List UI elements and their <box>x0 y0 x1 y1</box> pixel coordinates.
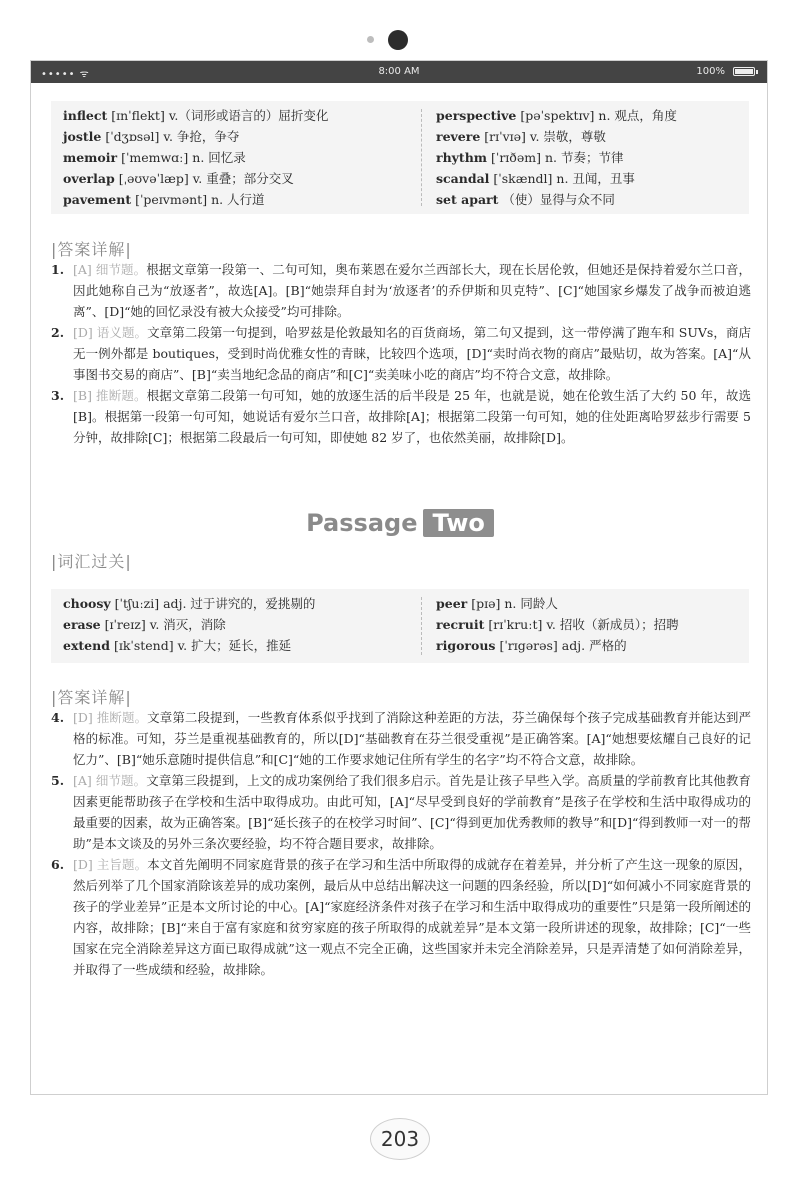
vocab-entry <box>436 593 679 614</box>
answer-text: 本文首先阐明不同家庭背景的孩子在学习和生活中所取得的成就存在着差异，并分析了产生这一现象的原因，然后列举了几个国家消除该差异的成功案例，最后从中总结出解决这一问题的四条经验，所以[D]“如何减小不同家庭背景的孩子的学业差异”正是本文所讨论的中心。[A]“家庭经济条件对孩子在学习和生活中取得成功的重要性”只是第一段所阐述的内容，故排除；[B]“来自于富有家庭和贫穷家庭的孩子所取得的成就差异”是本文第一段所讲述的现象，故排除；[C]“一些国家在完全消除差异这方面已取得成就”这一观点不完全正确，这些国家并未完全消除差异，只是弄清楚了如何消除差异，并取得了一些成绩和经验，故排除。 <box>73 857 751 977</box>
vocab-word: rhythm <box>436 150 488 165</box>
passage-title <box>0 509 800 537</box>
vocab-definition: n. 观点，角度 <box>598 108 677 123</box>
vocab-entry <box>436 147 677 168</box>
vocab-column-right <box>436 593 679 656</box>
vocab-word: peer <box>436 596 468 611</box>
vocab-entry <box>436 614 679 635</box>
vocab-definition: v. 招收（新成员）；招聘 <box>546 617 679 632</box>
vocab-word: scandal <box>436 171 490 186</box>
vocab-entry <box>63 105 328 126</box>
answer-tag: [A] 细节题。 <box>73 773 147 788</box>
answers-list-2 <box>51 707 751 980</box>
vocab-definition: n. 回忆录 <box>192 150 246 165</box>
vocab-phonetic: [ˌəʊvəˈlæp] <box>118 171 189 186</box>
vocab-definition: n. 同龄人 <box>504 596 558 611</box>
answer-tag: [D] 推断题。 <box>73 710 148 725</box>
vocab-entry <box>63 168 328 189</box>
passage-label: Passage <box>306 509 418 537</box>
camera-sensor-icon <box>367 36 374 43</box>
answer-text: 文章第三段提到，上文的成功案例给了我们很多启示。首先是让孩子早些入学。高质量的学前教育比其他教育因素更能帮助孩子在学校和生活中取得成功。由此可知，[A]“尽早受到良好的学前教育”是孩子在学校和生活中取得成功的最重要的因素，故为正确答案。[B]“延长孩子的在校学习时间”、[C]“得到更加优秀教师的教导”和[D]“得到教师一对一的帮助”是本文谈及的另外三条次要经验，均不符合题目要求，故排除。 <box>73 773 751 851</box>
vocab-word: inflect <box>63 108 108 123</box>
vocab-definition: v. 争抢，争夺 <box>163 129 240 144</box>
vocab-column-left <box>63 105 328 210</box>
battery-icon <box>733 67 755 76</box>
answers-list-1 <box>51 259 751 448</box>
vocab-phonetic: [ɪkˈstend] <box>113 638 174 653</box>
vocab-definition: v. 扩大；延长，推延 <box>177 638 292 653</box>
vocab-definition: adj. 过于讲究的，爱挑剔的 <box>163 596 316 611</box>
vocab-phonetic: [ˈpeɪvmənt] <box>135 192 208 207</box>
vocab-box-2 <box>51 589 749 663</box>
answers-heading-1: |答案详解| <box>51 240 132 259</box>
vocab-entry <box>436 105 677 126</box>
signal-icon: ••••• ᯤ <box>41 69 90 80</box>
answer-tag: [D] 语义题。 <box>73 325 148 340</box>
vocab-entry <box>63 147 328 168</box>
vocab-definition: n. 丑闻，丑事 <box>556 171 635 186</box>
vocab-word: overlap <box>63 171 115 186</box>
status-bar <box>31 61 767 83</box>
vocab-word: revere <box>436 129 481 144</box>
vocab-entry <box>436 126 677 147</box>
vocab-definition: （使）显得与众不同 <box>502 192 615 207</box>
vocab-definition: v. 崇敬，尊敬 <box>529 129 606 144</box>
vocab-phonetic: [ɪˈreɪz] <box>104 617 146 632</box>
answer-text: 根据文章第一段第一、二句可知，奥布莱恩在爱尔兰西部长大，现在长居伦敦，但她还是保持着爱尔兰口音，因此她称自己为“放逐者”，故选[A]。[B]“她崇拜自封为‘放逐者’的乔伊斯和贝克特”、[C]“她国家乡爆发了战争而被迫逃离”、[D]“她的回忆录没有被大众接受”均可排除。 <box>73 262 751 319</box>
passage-number: Two <box>423 509 493 537</box>
vocab-entry <box>436 168 677 189</box>
status-time: 8:00 AM <box>378 66 420 77</box>
vocab-phonetic: [rɪˈkruːt] <box>488 617 543 632</box>
vocab-phonetic: [ˈrɪgərəs] <box>499 638 558 653</box>
vocab-column-left <box>63 593 315 656</box>
vocab-word: recruit <box>436 617 485 632</box>
vocab-phonetic: [ˈrɪðəm] <box>491 150 541 165</box>
vocab-divider <box>421 597 422 655</box>
answer-number: 2. <box>51 325 65 340</box>
vocab-phonetic: [ɪnˈflekt] <box>111 108 165 123</box>
answer-item <box>51 707 751 770</box>
vocab-word: rigorous <box>436 638 496 653</box>
vocab-entry <box>63 635 315 656</box>
vocab-phonetic: [rɪˈvɪə] <box>484 129 526 144</box>
front-camera-icon <box>388 30 408 50</box>
answer-item <box>51 385 751 448</box>
vocab-entry <box>63 614 315 635</box>
vocab-word: pavement <box>63 192 132 207</box>
vocab-column-right <box>436 105 677 210</box>
answer-number: 3. <box>51 388 65 403</box>
vocab-box-1 <box>51 101 749 214</box>
answer-text: 文章第二段提到，一些教育体系似乎找到了消除这种差距的方法，芬兰确保每个孩子完成基础教育并能达到严格的标准。可知，芬兰是重视基础教育的，所以[D]“基础教育在芬兰很受重视”是正确答案。[A]“她想要炫耀自己良好的记忆力”、[B]“她乐意随时提供信息”和[C]“她的工作要求她记住所有学生的名字”均不符合文意，故排除。 <box>73 710 751 767</box>
vocab-phonetic: [ˈdʒɒsəl] <box>105 129 160 144</box>
vocab-definition: n. 节奏；节律 <box>544 150 624 165</box>
answer-number: 6. <box>51 857 65 872</box>
vocab-word: set apart <box>436 192 499 207</box>
answer-number: 4. <box>51 710 65 725</box>
answer-item <box>51 259 751 322</box>
vocab-phonetic: [ˈskændl] <box>493 171 553 186</box>
answer-text: 文章第二段第一句提到，哈罗兹是伦敦最知名的百货商场，第二句又提到，这一带停满了跑车和 SUVs，商店无一例外都是 boutiques，受到时尚优雅女性的青睐，比较四个选项，[D]“卖时尚衣物的商店”最贴切，故为答案。[A]“从事图书交易的商店”、[B]“卖当地纪念品的商店”和[C]“卖美味小吃的商店”均不符合文意，故排除。 <box>73 325 752 382</box>
answer-item <box>51 770 751 854</box>
answer-tag: [A] 细节题。 <box>73 262 147 277</box>
vocab-word: erase <box>63 617 101 632</box>
vocab-definition: v.（词形或语言的）屈折变化 <box>168 108 329 123</box>
vocab-entry <box>63 126 328 147</box>
answer-text: 根据文章第二段第一句可知，她的放逐生活的后半段是 25 年，也就是说，她在伦敦生活了大约 50 年，故选[B]。根据第一段第一句可知，她说话有爱尔兰口音，故排除[A]；根据第二段第一句可知，她的住处距离哈罗兹步行需要 5 分钟，故排除[C]；根据第二段最后一句可知，即使她 82 岁了，也依然美丽，故排除[D]。 <box>73 388 751 445</box>
vocab-divider <box>421 109 422 206</box>
vocab-heading-2: |词汇过关| <box>51 552 132 571</box>
vocab-word: perspective <box>436 108 517 123</box>
vocab-definition: v. 消灭，消除 <box>149 617 226 632</box>
answer-item <box>51 322 751 385</box>
vocab-entry <box>63 189 328 210</box>
vocab-phonetic: [pəˈspektɪv] <box>520 108 595 123</box>
vocab-phonetic: [ˈtʃuːzi] <box>114 596 160 611</box>
answer-number: 5. <box>51 773 65 788</box>
vocab-phonetic: [ˈmemwɑː] <box>121 150 189 165</box>
answer-item <box>51 854 751 980</box>
vocab-definition: v. 重叠；部分交叉 <box>192 171 294 186</box>
answer-tag: [D] 主旨题。 <box>73 857 148 872</box>
answer-tag: [B] 推断题。 <box>73 388 147 403</box>
vocab-word: jostle <box>63 129 102 144</box>
answer-number: 1. <box>51 262 65 277</box>
answers-heading-2: |答案详解| <box>51 688 132 707</box>
vocab-definition: adj. 严格的 <box>561 638 627 653</box>
page-number: 203 <box>370 1118 430 1160</box>
vocab-phonetic: [pɪə] <box>471 596 501 611</box>
vocab-word: memoir <box>63 150 118 165</box>
vocab-entry <box>436 635 679 656</box>
tablet-screen <box>30 60 768 1095</box>
vocab-entry <box>436 189 677 210</box>
battery-percent: 100% <box>696 66 725 77</box>
vocab-word: choosy <box>63 596 111 611</box>
vocab-definition: n. 人行道 <box>211 192 265 207</box>
vocab-word: extend <box>63 638 110 653</box>
vocab-entry <box>63 593 315 614</box>
